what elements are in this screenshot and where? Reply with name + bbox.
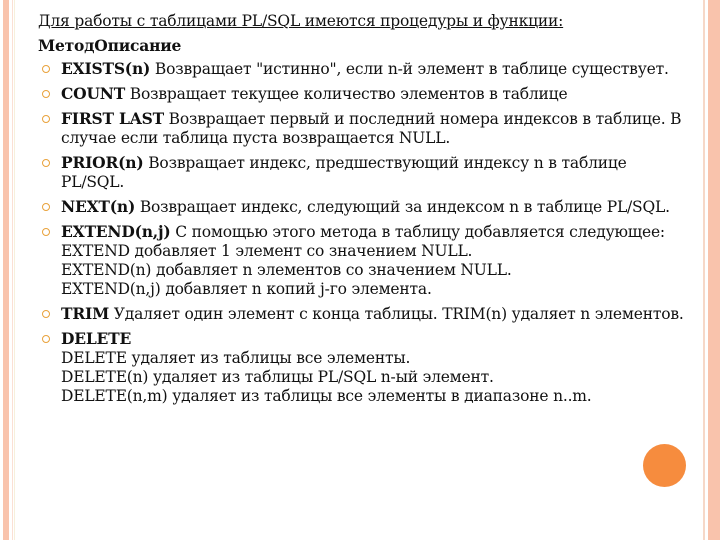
method-description: Возвращает первый и последний номера индексов в таблице. В случае если таблица пуста возвращается NULL. xyxy=(61,110,682,147)
method-item xyxy=(38,329,688,406)
method-description: Возвращает "истинно", если n-й элемент в таблице существует. xyxy=(150,60,669,78)
method-subline: DELETE удаляет из таблицы все элементы. xyxy=(61,349,411,367)
slide-content xyxy=(38,12,688,411)
method-subline: DELETE(n) удаляет из таблицы PL/SQL n-ый элемент. xyxy=(61,368,494,386)
orange-circle-decoration xyxy=(643,444,686,487)
method-item xyxy=(38,109,688,148)
bullet-icon xyxy=(42,115,50,123)
method-subline: EXTEND(n) добавляет n элементов со значением NULL. xyxy=(61,261,512,279)
bullet-icon xyxy=(42,65,50,73)
method-item xyxy=(38,59,688,79)
table-header: МетодОписание xyxy=(38,36,182,55)
method-item xyxy=(38,153,688,192)
bullet-icon xyxy=(42,335,50,343)
bullet-icon xyxy=(42,203,50,211)
method-description: Возвращает текущее количество элементов в таблице xyxy=(125,85,568,103)
method-subline: DELETE(n,m) удаляет из таблицы все элементы в диапазоне n..m. xyxy=(61,387,592,405)
method-item xyxy=(38,197,688,217)
bullet-icon xyxy=(42,310,50,318)
method-description: Возвращает индекс, следующий за индексом n в таблице PL/SQL. xyxy=(135,198,670,216)
method-subline: EXTEND добавляет 1 элемент со значением NULL. xyxy=(61,242,473,260)
method-item xyxy=(38,84,688,104)
frame-right-line xyxy=(703,0,705,540)
bullet-icon xyxy=(42,159,50,167)
method-name: TRIM xyxy=(61,304,110,323)
method-item xyxy=(38,304,688,324)
frame-right-stripe xyxy=(708,0,720,540)
slide-title: Для работы с таблицами PL/SQL имеются процедуры и функции: xyxy=(38,12,564,30)
method-description: С помощью этого метода в таблицу добавляется следующее: xyxy=(170,223,665,241)
method-name: EXISTS(n) xyxy=(61,59,151,78)
method-name: NEXT(n) xyxy=(61,197,136,216)
method-description: Возвращает индекс, предшествующий индексу n в таблице PL/SQL. xyxy=(61,154,627,191)
method-list xyxy=(38,59,688,406)
frame-left-stripe xyxy=(3,0,9,540)
method-name: FIRST LAST xyxy=(61,109,164,128)
frame-left-line xyxy=(12,0,13,540)
method-name: DELETE xyxy=(61,329,132,348)
bullet-icon xyxy=(42,90,50,98)
method-name: COUNT xyxy=(61,84,126,103)
method-name: EXTEND(n,j) xyxy=(61,222,171,241)
bullet-icon xyxy=(42,228,50,236)
method-name: PRIOR(n) xyxy=(61,153,144,172)
method-description: Удаляет один элемент с конца таблицы. TRIM(n) удаляет n элементов. xyxy=(109,305,684,323)
method-subline: EXTEND(n,j) добавляет n копий j-го элемента. xyxy=(61,280,432,298)
frame-left-line xyxy=(14,0,15,540)
method-item xyxy=(38,222,688,299)
